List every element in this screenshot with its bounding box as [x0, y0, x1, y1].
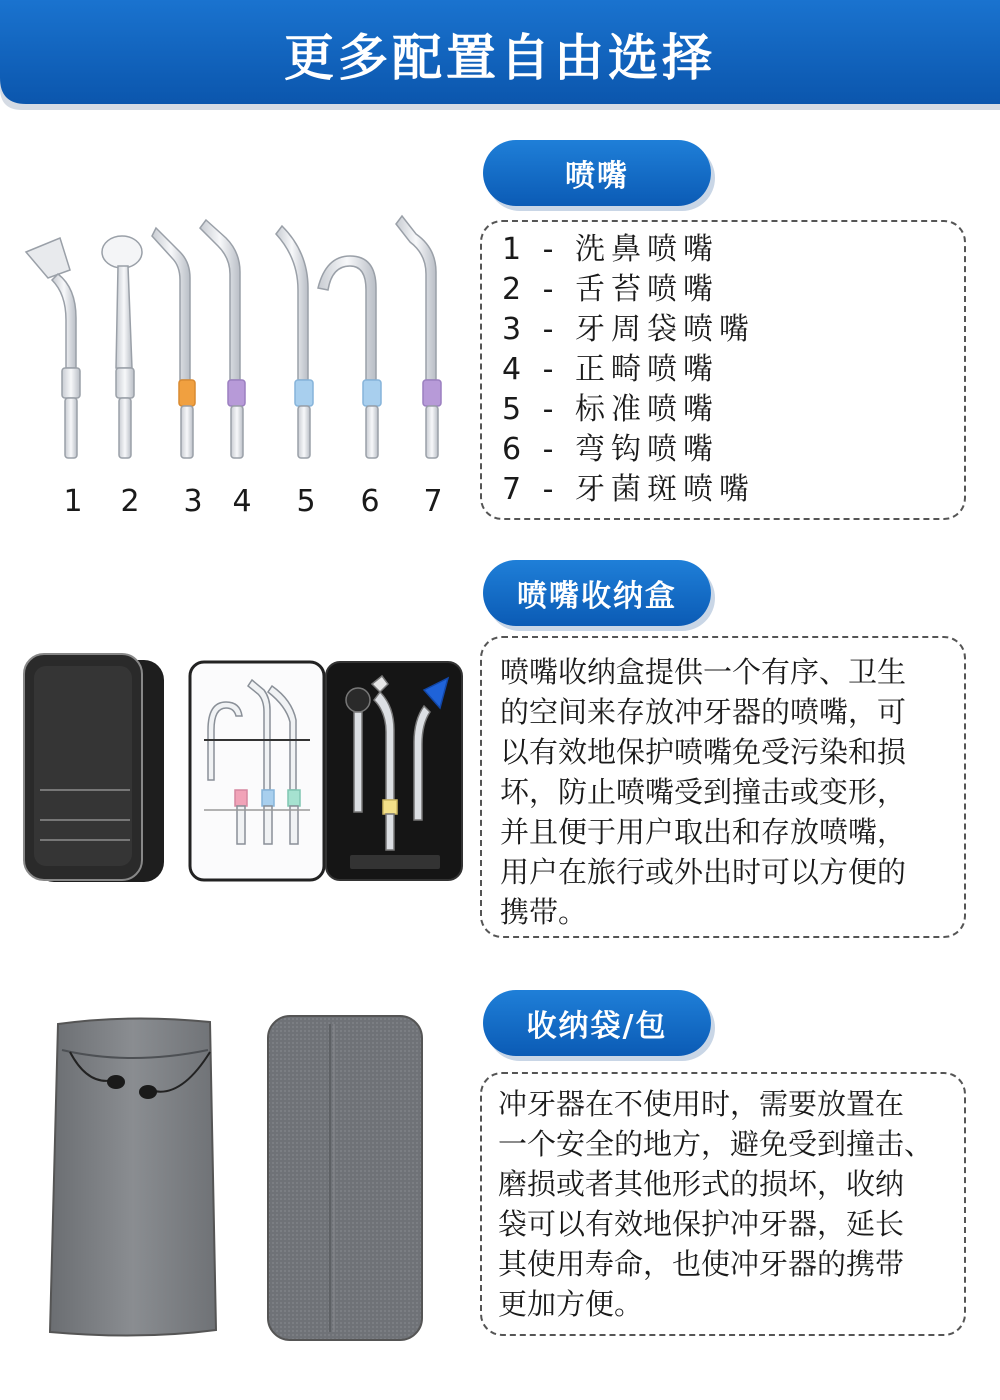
page-title: 更多配置自由选择 [284, 29, 716, 87]
case-description-line: 喷嘴收纳盒提供一个有序、卫生 [500, 655, 907, 689]
list-item: 2 - 舌苔喷嘴 [502, 272, 719, 307]
nozzle-list [502, 230, 964, 510]
nozzle-case-illustration [20, 650, 468, 890]
case-description-line: 并且便于用户取出和存放喷嘴， [500, 815, 907, 849]
nozzle-number-row [0, 482, 470, 522]
nozzle-number: 6 [360, 484, 380, 519]
section-title-nozzle: 喷嘴 [483, 140, 711, 206]
bag-description-line: 一个安全的地方，避免受到撞击、 [498, 1127, 934, 1161]
bag-description-line: 袋可以有效地保护冲牙器，延长 [498, 1207, 905, 1241]
section-title-case: 喷嘴收纳盒 [483, 560, 711, 626]
nozzle-number: 2 [120, 484, 140, 519]
list-item: 7 - 牙菌斑喷嘴 [502, 472, 755, 507]
bag-description-box [480, 1072, 966, 1336]
list-item: 3 - 牙周袋喷嘴 [502, 312, 755, 347]
nozzle-illustration [18, 208, 468, 470]
case-description-box [480, 636, 966, 938]
bag-description-line: 更加方便。 [498, 1287, 644, 1321]
list-item: 5 - 标准喷嘴 [502, 392, 719, 427]
section-title-bag: 收纳袋/包 [483, 990, 711, 1056]
top-banner [0, 0, 1000, 118]
list-item: 1 - 洗鼻喷嘴 [502, 232, 719, 267]
nozzle-list-box [480, 220, 966, 520]
case-description-line: 坏，防止喷嘴受到撞击或变形， [500, 775, 907, 809]
storage-bag-illustration [40, 1010, 460, 1350]
bag-description-line: 冲牙器在不使用时，需要放置在 [498, 1087, 905, 1121]
nozzle-number: 1 [63, 484, 83, 519]
case-description-line: 以有效地保护喷嘴免受污染和损 [500, 735, 907, 769]
nozzle-number: 7 [423, 484, 443, 519]
case-description-line: 的空间来存放冲牙器的喷嘴，可 [500, 695, 907, 729]
list-item: 4 - 正畸喷嘴 [502, 352, 719, 387]
case-description-line: 用户在旅行或外出时可以方便的 [500, 855, 907, 889]
nozzle-number: 4 [232, 484, 252, 519]
nozzle-number: 5 [296, 484, 316, 519]
bag-description-line: 磨损或者其他形式的损坏，收纳 [498, 1167, 905, 1201]
bag-description-line: 其使用寿命，也使冲牙器的携带 [498, 1247, 905, 1281]
nozzle-number: 3 [183, 484, 203, 519]
case-description-line: 携带。 [500, 895, 588, 929]
list-item: 6 - 弯钩喷嘴 [502, 432, 719, 467]
